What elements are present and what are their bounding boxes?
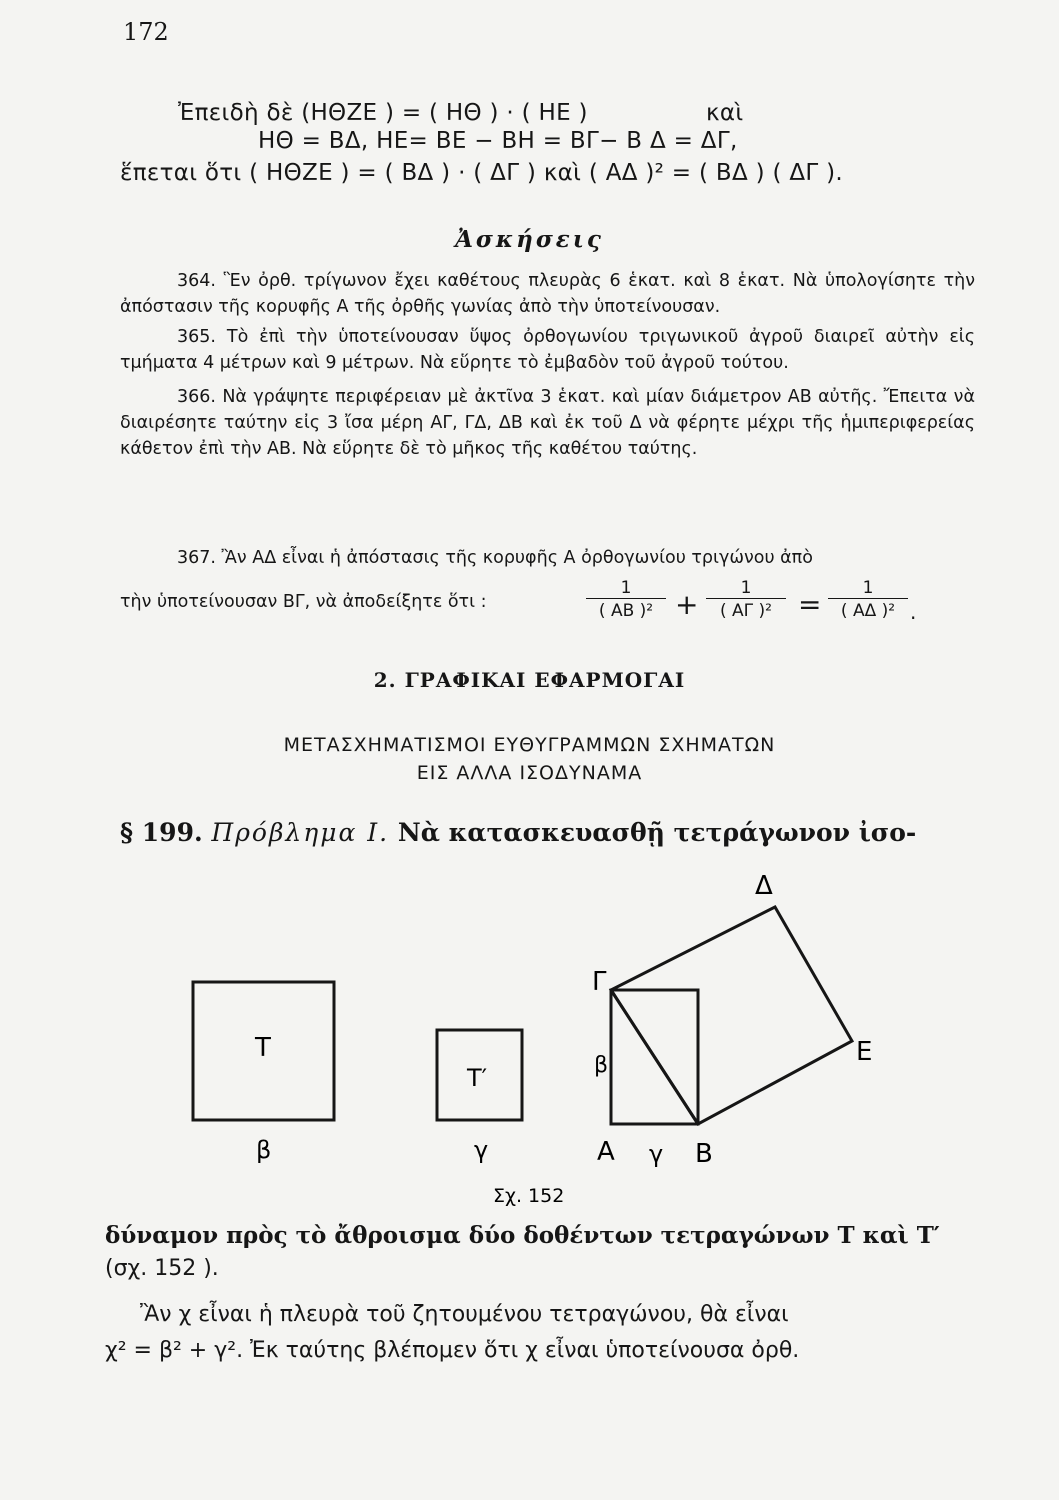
subtitle-line-1: ΜΕΤΑΣΧΗΜΑΤΙΣΜΟΙ ΕΥΘΥΓΡΑΜΜΩΝ ΣΧΗΜΑΤΩΝ [283,734,776,756]
equation-line-3: ἕπεται ὅτι ( ΗΘΖΕ ) = ( ΒΔ ) · ( ΔΓ ) καὶ ( ΑΔ )² = ( ΒΔ ) ( ΔΓ ). [120,160,843,186]
problem-label: Πρόβλημα I. [211,818,390,847]
subtitle-line-2: ΕΙΣ ΑΛΛΑ ΙΣΟΔΥΝΑΜΑ [416,762,643,784]
fraction-ag-denominator: ( ΑΓ )² [706,598,786,621]
figure-caption: Σχ. 152 [493,1185,565,1207]
exercises-heading: Ἀσκήσεις [455,226,604,253]
square-t-label: Τ [255,1033,271,1063]
square-hypotenuse [611,907,852,1124]
fraction-ag [706,578,786,621]
equation-line-2: ΗΘ = ΒΔ, ΗΕ= ΒΕ − ΒΗ = ΒΓ− Β Δ = ΔΓ, [258,128,738,154]
vertex-a-label: Α [597,1137,615,1167]
vertex-e-label: Ε [856,1037,873,1067]
square-t-side-label: β [256,1136,272,1164]
vertex-g-label: Γ [592,967,607,997]
equals-sign: = [798,588,822,621]
page-number: 172 [123,18,169,46]
vertex-b-label: Β [695,1139,713,1169]
side-beta-label: β [594,1053,609,1078]
fraction-ab-denominator: ( ΑΒ )² [586,598,666,621]
body-line-1: Ἂν χ εἶναι ἡ πλευρὰ τοῦ ζητουμένου τετραγώνου, θὰ εἶναι [140,1302,789,1327]
fraction-ab-numerator: 1 [620,578,632,598]
final-period: . [910,600,917,624]
hypotenuse-line [611,990,698,1124]
exercise-367-line-2: τὴν ὑποτείνουσαν ΒΓ, νὰ ἀποδείξητε ὅτι : [120,592,487,612]
fraction-ab [586,578,666,621]
body-line-2: χ² = β² + γ². Ἐκ ταύτης βλέπομεν ὅτι χ εἶναι ὑποτείνουσα ὀρθ. [105,1338,800,1363]
vertex-d-label: Δ [755,871,773,901]
equation-line-1: Ἐπειδὴ δὲ (ΗΘΖΕ ) = ( ΗΘ ) · ( ΗΕ ) [178,100,588,126]
fraction-ag-numerator: 1 [740,578,752,598]
square-t-prime-label: Τ′ [467,1064,488,1092]
equation-line-1-and: καὶ [706,100,744,126]
exercise-366: 366. Νὰ γράψητε περιφέρειαν μὲ ἀκτῖνα 3 ἑκατ. καὶ μίαν διάμετρον ΑΒ αὐτῆς. Ἔπειτα νὰ διαιρέσητε ταύτην εἰς 3 ἴσα μέρη ΑΓ, ΓΔ, ΔΒ καὶ ἐκ τοῦ Δ νὰ φέρητε μέχρι τῆς ἡμιπεριφερείας κάθετον ἐπὶ τὴν ΑΒ. Νὰ εὕρητε δὲ τὸ μῆκος τῆς καθέτου ταύτης. [120,387,975,459]
plus-sign: + [675,588,699,621]
exercise-364: 364. Ἓν ὀρθ. τρίγωνον ἔχει καθέτους πλευρὰς 6 ἑκατ. καὶ 8 ἑκατ. Νὰ ὑπολογίσητε τὴν ἀπόστασιν τῆς κορυφῆς Α τῆς ὀρθῆς γωνίας ἀπὸ τὴν ὑποτείνουσαν. [120,271,975,317]
fraction-ad [828,578,908,621]
exercise-367-line-1: 367. Ἂν ΑΔ εἶναι ἡ ἀπόστασις τῆς κορυφῆς Α ὀρθογωνίου τριγώνου ἀπὸ [177,548,813,568]
figure-152 [0,860,1059,1220]
fraction-ad-numerator: 1 [862,578,874,598]
fraction-ad-denominator: ( ΑΔ )² [828,598,908,621]
problem-number: § 199. [120,818,203,847]
problem-text-continued: δύναμον πρὸς τὸ ἄθροισμα δύο δοθέντων τετραγώνων Τ καὶ Τ′ [105,1222,940,1249]
side-gamma-label: γ [649,1140,664,1168]
exercise-365: 365. Τὸ ἐπὶ τὴν ὑποτείνουσαν ὕψος ὀρθογωνίου τριγωνικοῦ ἀγροῦ διαιρεῖ αὐτὴν εἰς τμήματα 4 μέτρων καὶ 9 μέτρων. Νὰ εὕρητε τὸ ἐμβαδὸν τοῦ ἀγροῦ τούτου. [120,327,975,373]
problem-text-start: Νὰ κατασκευασθῇ τετράγωνον ἰσο- [397,818,917,847]
problem-heading [120,818,916,847]
square-t-prime-side-label: γ [474,1136,489,1164]
problem-reference: (σχ. 152 ). [105,1256,219,1281]
section-title: 2. ΓΡΑΦΙΚΑΙ ΕΦΑΡΜΟΓΑΙ [373,668,686,692]
exercises-block [120,268,975,462]
